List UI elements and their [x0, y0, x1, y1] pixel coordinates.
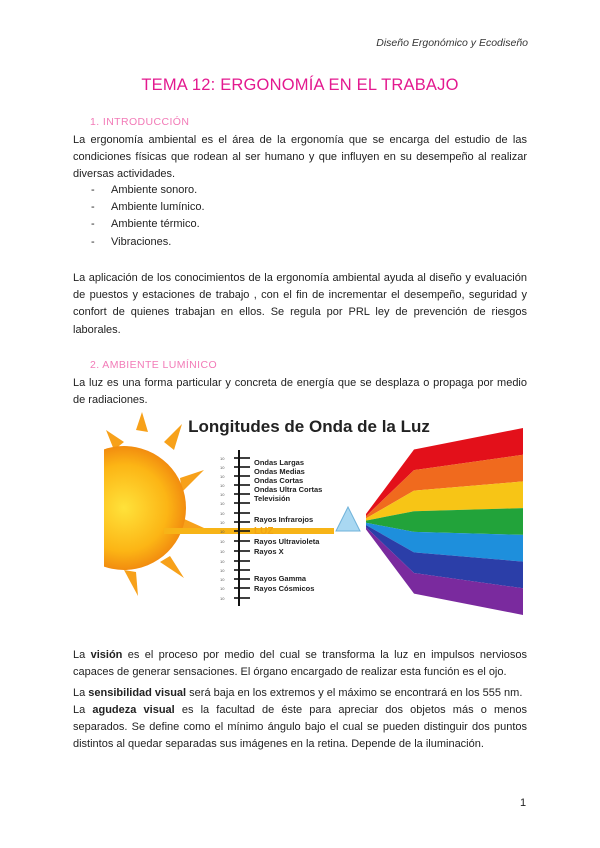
page-number: 1: [520, 797, 527, 809]
axis-tick-label: 10: [220, 511, 225, 516]
light-definition-paragraph: La luz es una forma particular y concreta de energía que se desplaza o propaga por medio de radiaciones.: [73, 377, 527, 407]
intro-paragraph: La ergonomía ambiental es el área de la ergonomía que se encarga del estudio de las condiciones físicas que rodean al ser humano y que influyen en su desempeño al realizar diversas actividades.: [73, 134, 527, 181]
sensitivity-paragraph: La sensibilidad visual será baja en los extremos y el máximo se encontrará en los 555 nm.: [73, 687, 523, 699]
acuity-paragraph: La agudeza visual es la facultad de éste para apreciar dos objetos más o menos separados. Se define como el mínimo ángulo bajo el cual se pueden distinguir dos puntos distintos al quedar separadas sus imágenes en la retina. Depende de la iluminación.: [73, 704, 527, 751]
vision-term: visión: [90, 649, 123, 661]
label-rayos-infrarojos: Rayos Infrarojos: [254, 515, 314, 524]
label-rayos-cosmicos: Rayos Cósmicos: [254, 584, 315, 593]
axis-tick-label: 10: [220, 501, 225, 506]
axis-tick-label: 10: [220, 520, 225, 525]
axis-tick-label: 10: [220, 586, 225, 591]
label-rayos-x: Rayos X: [254, 547, 284, 556]
label-ondas-medias: Ondas Medias: [254, 467, 305, 476]
axis-tick-label: 10: [220, 539, 225, 544]
label-ondas-largas: Ondas Largas: [254, 458, 305, 467]
page-title: TEMA 12: ERGONOMÍA EN EL TRABAJO: [141, 76, 459, 94]
axis-tick-label: 10: [220, 456, 225, 461]
axis-tick-label: 10: [220, 483, 225, 488]
label-ondas-cortas: Ondas Cortas: [254, 476, 304, 485]
light-wavelength-figure: [104, 410, 523, 621]
list-item: - Vibraciones.: [91, 235, 172, 248]
label-ondas-ultra-cortas: Ondas Ultra Cortas: [254, 485, 323, 494]
axis-tick-label: 10: [220, 529, 225, 534]
acuity-term: agudeza visual: [92, 704, 175, 716]
label-rayos-gamma: Rayos Gamma: [254, 574, 307, 583]
axis-tick-label: 10: [220, 465, 225, 470]
document-header: Diseño Ergonómico y Ecodiseño: [376, 37, 528, 49]
axis-tick-label: 10: [220, 474, 225, 479]
ambient-list: [91, 182, 205, 251]
label-rayos-ultravioleta: Rayos Ultravioleta: [254, 537, 320, 546]
axis-tick-label: 10: [220, 559, 225, 564]
axis-tick-label: 10: [220, 492, 225, 497]
section-heading-ambiente-luminico: 2. AMBIENTE LUMÍNICO: [90, 359, 218, 371]
axis-tick-label: 10: [220, 596, 225, 601]
label-luz: LUZ: [254, 526, 274, 537]
axis-tick-label: 10: [220, 568, 225, 573]
axis-tick-label: 10: [220, 577, 225, 582]
figure-title: Longitudes de Onda de la Luz: [188, 417, 430, 436]
application-paragraph: La aplicación de los conocimientos de la ergonomía ambiental ayuda al diseño y evaluación de puestos y estaciones de trabajo , con el fin de incrementar el desempeño, seguridad y confort de quienes trabajan en ellos. Se regula por PRL ley de prevención de riesgos laborales.: [73, 272, 527, 336]
section-heading-introduccion: 1. INTRODUCCIÓN: [90, 116, 190, 128]
sensitivity-term: sensibilidad visual: [88, 687, 187, 699]
vision-paragraph: La visión es el proceso por medio del cual se transforma la luz en impulsos nerviosos capaces de generar sensaciones. El órgano encargado de realizar esta función es el ojo.: [73, 649, 527, 679]
list-item: - Ambiente térmico.: [91, 218, 200, 231]
list-item: - Ambiente sonoro.: [91, 184, 198, 196]
axis-tick-label: 10: [220, 549, 225, 554]
list-item: - Ambiente lumínico.: [91, 201, 205, 214]
label-television: Televisión: [254, 494, 291, 503]
